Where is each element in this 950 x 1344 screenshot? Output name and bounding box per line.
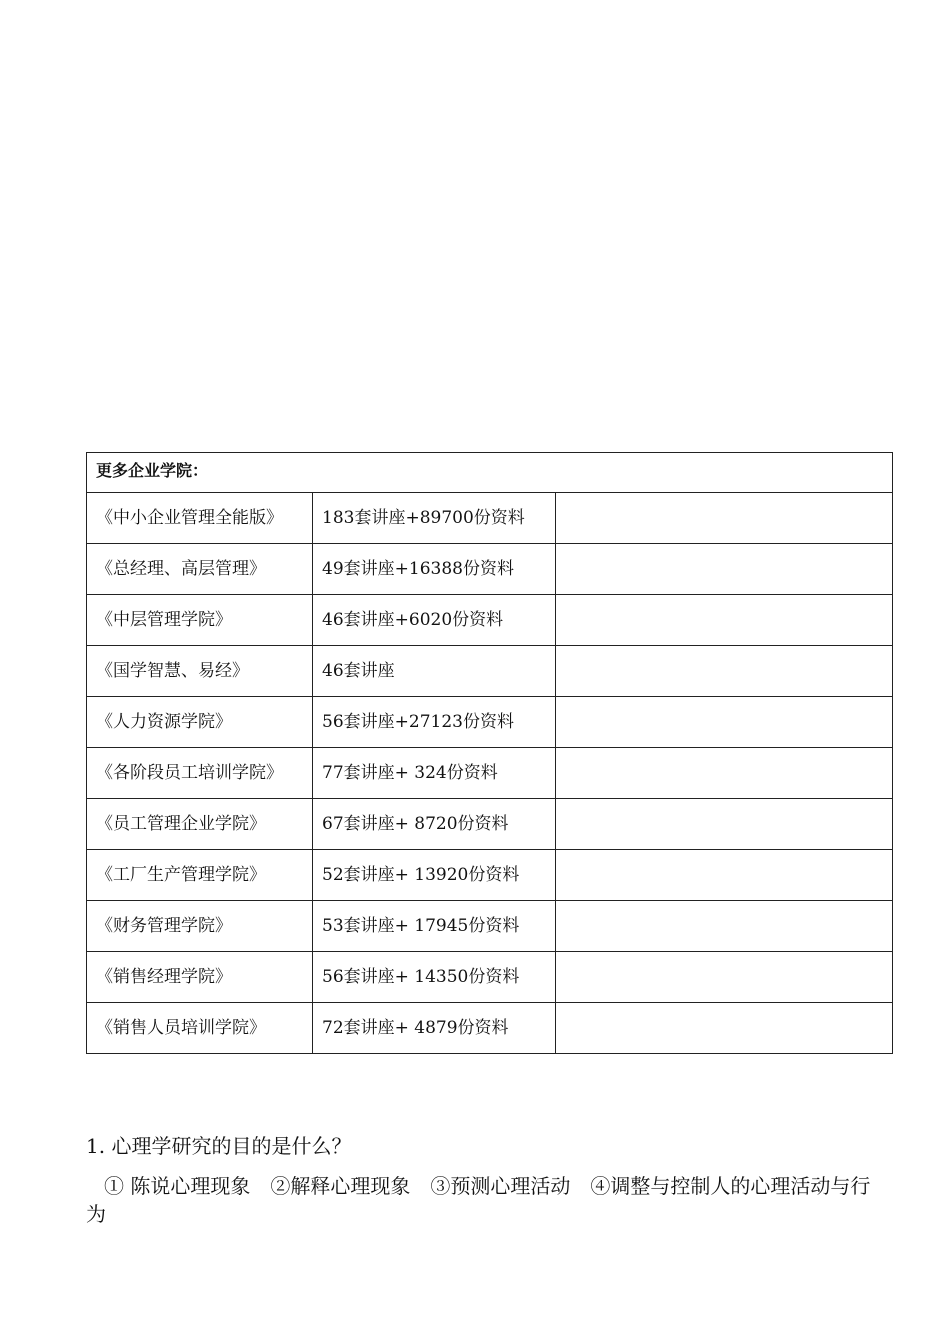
college-content: 56套讲座+ 14350份资料 — [313, 952, 556, 1003]
college-content: 46套讲座+6020份资料 — [313, 595, 556, 646]
table-row — [87, 901, 893, 952]
table-row — [87, 544, 893, 595]
option-2: ②解释心理现象 — [270, 1174, 411, 1198]
college-name: 《中小企业管理全能版》 — [87, 493, 313, 544]
college-name: 《国学智慧、易经》 — [87, 646, 313, 697]
college-extra — [556, 544, 893, 595]
college-content: 52套讲座+ 13920份资料 — [313, 850, 556, 901]
college-name: 《中层管理学院》 — [87, 595, 313, 646]
college-content: 67套讲座+ 8720份资料 — [313, 799, 556, 850]
college-extra — [556, 595, 893, 646]
option-3: ③预测心理活动 — [430, 1174, 571, 1198]
college-name: 《人力资源学院》 — [87, 697, 313, 748]
college-extra — [556, 1003, 893, 1054]
table-row — [87, 748, 893, 799]
college-name: 《销售人员培训学院》 — [87, 1003, 313, 1054]
option-4: ④调整与控制人的心理活动与行为 — [86, 1174, 871, 1226]
table-row — [87, 493, 893, 544]
table-row — [87, 799, 893, 850]
college-name: 《总经理、高层管理》 — [87, 544, 313, 595]
college-name: 《销售经理学院》 — [87, 952, 313, 1003]
college-content: 72套讲座+ 4879份资料 — [313, 1003, 556, 1054]
college-extra — [556, 850, 893, 901]
college-extra — [556, 493, 893, 544]
table-row — [87, 1003, 893, 1054]
college-content: 46套讲座 — [313, 646, 556, 697]
college-extra — [556, 901, 893, 952]
college-content: 183套讲座+89700份资料 — [313, 493, 556, 544]
college-name: 《工厂生产管理学院》 — [87, 850, 313, 901]
college-content: 77套讲座+ 324份资料 — [313, 748, 556, 799]
college-extra — [556, 799, 893, 850]
question-title: 1. 心理学研究的目的是什么？ — [86, 1134, 352, 1158]
college-extra — [556, 697, 893, 748]
college-content: 53套讲座+ 17945份资料 — [313, 901, 556, 952]
option-1: ① 陈说心理现象 — [104, 1174, 251, 1198]
table-row — [87, 646, 893, 697]
college-name: 《员工管理企业学院》 — [87, 799, 313, 850]
college-extra — [556, 748, 893, 799]
college-name: 《财务管理学院》 — [87, 901, 313, 952]
college-extra — [556, 646, 893, 697]
college-content: 49套讲座+16388份资料 — [313, 544, 556, 595]
table-row — [87, 697, 893, 748]
college-name: 《各阶段员工培训学院》 — [87, 748, 313, 799]
college-table — [86, 452, 893, 1054]
table-header: 更多企业学院： — [87, 453, 893, 493]
college-extra — [556, 952, 893, 1003]
table-header-row — [87, 453, 893, 493]
college-content: 56套讲座+27123份资料 — [313, 697, 556, 748]
table-row — [87, 850, 893, 901]
table-row — [87, 595, 893, 646]
question-options — [86, 1172, 876, 1228]
table-row — [87, 952, 893, 1003]
